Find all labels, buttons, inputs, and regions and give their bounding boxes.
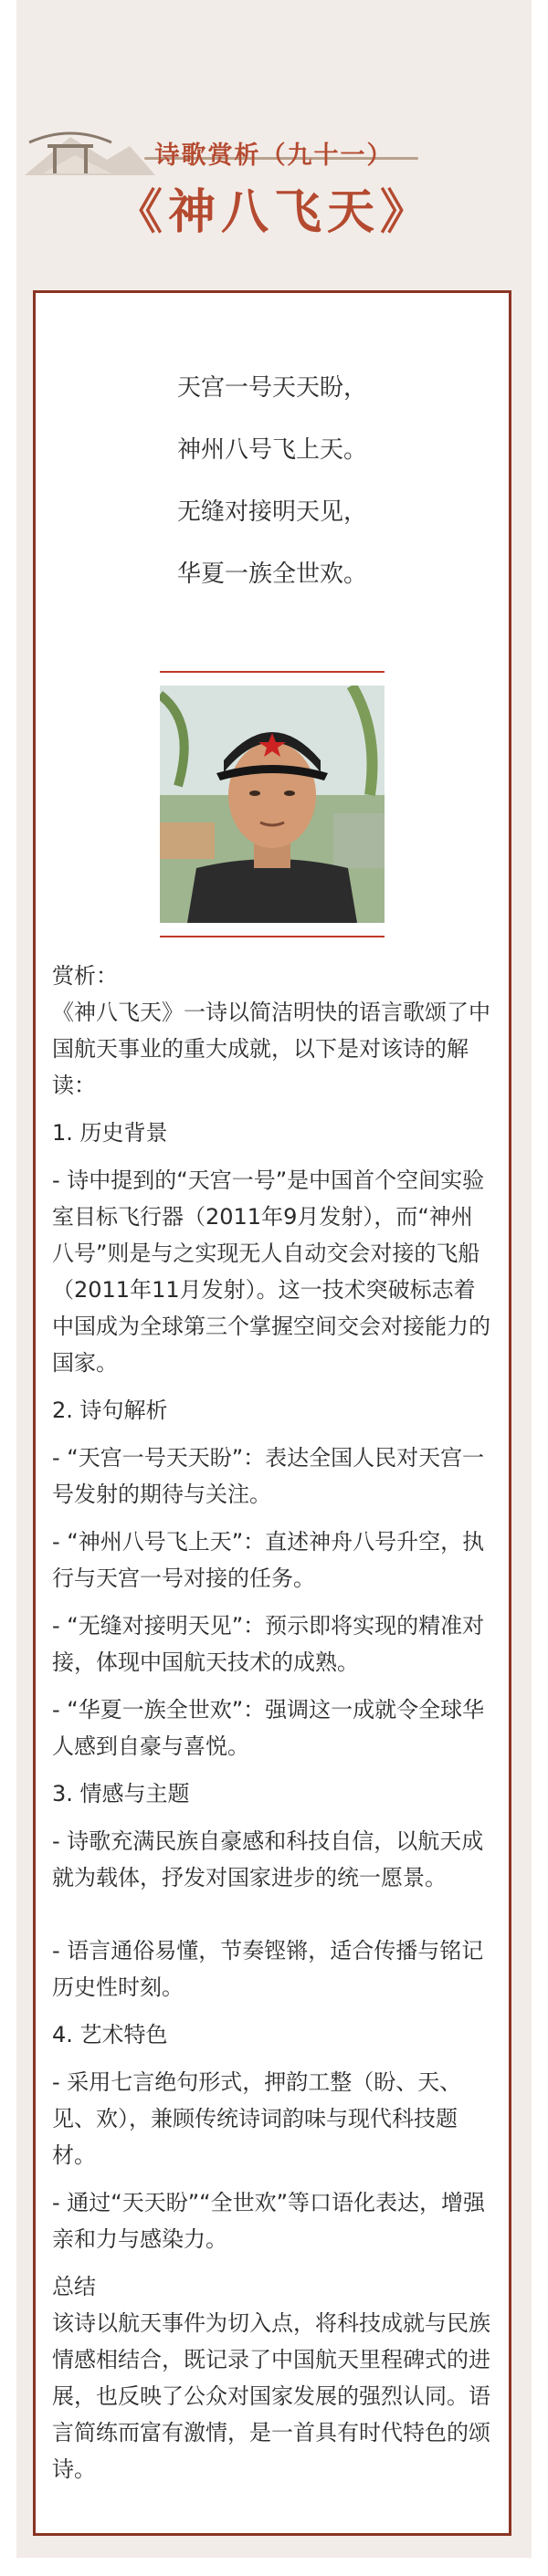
summary-title: 总结 [52, 2274, 96, 2299]
author-photo [160, 686, 385, 923]
poem-line: 无缝对接明天见， [176, 498, 367, 526]
content-frame [33, 290, 511, 2536]
poem-line: 华夏一族全世欢。 [176, 560, 367, 588]
header-banner [16, 0, 532, 290]
section-paragraph: - 通过“天天盼”“全世欢”等口语化表达，增强亲和力与感染力。 [52, 2190, 486, 2252]
section-title: 2. 诗句解析 [52, 1398, 168, 1423]
analysis-text [36, 958, 509, 2487]
section-paragraph: - 语言通俗易懂，节奏铿锵，适合传播与铭记历史性时刻。 [52, 1938, 484, 2000]
poem-title: 《神八飞天》 [114, 185, 433, 240]
analysis-heading: 赏析： [52, 963, 118, 989]
section-paragraph: - 诗中提到的“天宫一号”是中国首个空间实验室目标飞行器（2011年9月发射），而“神州八号”则是与之实现无人自动交会对接的飞船（2011年11月发射）。这一技术突破标志着中国成为全球第三个掌握空间交会对接能力的国家。 [52, 1168, 490, 1376]
poem-line: 天宫一号天天盼， [176, 374, 367, 402]
section-paragraph: - “华夏一族全世欢”：强调这一成就令全球华人感到自豪与喜悦。 [52, 1697, 485, 1759]
summary-paragraph: 该诗以航天事件为切入点，将科技成就与民族情感相结合，既记录了中国航天里程碑式的进展，也反映了公众对国家发展的强烈认同。语言简练而富有激情，是一首具有时代特色的颂诗。 [52, 2310, 490, 2482]
divider-top [160, 671, 385, 673]
section-title: 4. 艺术特色 [52, 2022, 168, 2047]
section-paragraph: - 采用七言绝句形式，押韵工整（盼、天、见、欢），兼顾传统诗词韵味与现代科技题材。 [52, 2069, 462, 2168]
section-paragraph: - “神州八号飞上天”：直述神舟八号升空，执行与天宫一号对接的任务。 [52, 1529, 485, 1591]
article-page [16, 0, 532, 2558]
poem-line: 神州八号飞上天。 [176, 436, 367, 464]
section-paragraph: - 诗歌充满民族自豪感和科技自信，以航天成就为载体，抒发对国家进步的统一愿景。 [52, 1828, 484, 1890]
divider-bottom [160, 936, 385, 937]
author-photo-block [160, 671, 385, 937]
series-subtitle: 诗歌赏析（九十一） [154, 141, 394, 170]
section-paragraph: - “天宫一号天天盼”：表达全国人民对天宫一号发射的期待与关注。 [52, 1445, 485, 1507]
section-paragraph: - “无缝对接明天见”：预示即将实现的精准对接，体现中国航天技术的成熟。 [52, 1613, 485, 1675]
poem-text [36, 357, 509, 605]
section-title: 1. 历史背景 [52, 1120, 168, 1146]
section-title: 3. 情感与主题 [52, 1781, 190, 1806]
analysis-intro: 《神八飞天》一诗以简洁明快的语言歌颂了中国航天事业的重大成就，以下是对该诗的解读： [52, 1000, 490, 1098]
